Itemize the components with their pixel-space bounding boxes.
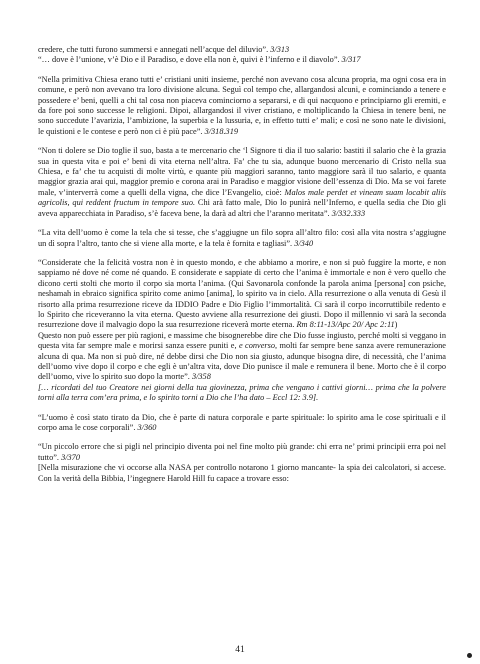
paragraph-1 xyxy=(38,45,446,66)
paragraph-text: credere, che tutti furono summersi e annegati nell’acque del diluvio”. xyxy=(38,45,269,54)
citation: 3/313 xyxy=(270,45,290,54)
paragraph-5 xyxy=(38,258,446,404)
paragraph-text: “Non ti dolere se Dio toglie il suo, basta a te mercenario che ‘l Signore ti dia il tuo salario: bastiti il salario che è la grazia sua in questa vita e poi e’ beni di vita eterna nell’altra. Fa’ che tu sia, adunque buono mercenario di Cristo nella sua Chiesa, e fa’ che tu acquisti di molte virtù, e quante più maggiori saranno, tanto maggiore sarà il tuo salario, e quanta maggior grazia arai qui, maggior premio e corona arai in Paradiso e maggior visione dell’essenza di Dio. Ma se voi farete male, v’interverrà come a quelli della vigna, che dice l’Evangelio, cioè: xyxy=(38,146,446,197)
page-number: 41 xyxy=(235,645,245,655)
paragraph-7 xyxy=(38,442,446,484)
paragraph-text: “La vita dell’uomo è come la tela che si tesse, che s’aggiugne un filo sopra all’altro filo: così alla vita nostra s’aggiugne un dì sopra l’altro, tanto che si viene alla morte, e la tela è fornita e tagliasi”. xyxy=(38,228,446,248)
citation: 3/358 xyxy=(191,372,211,382)
paragraph-text: , molti far sempre bene sanza avere remunerazione alcuna di qua. Ma non si può dire, né debbe dirsi che Dio non sia giusto, adunque bisogna dire, di necessità, che l’anima dell’uomo vive dopo il corpo e che egli è un’altra vita, dove Dio punisce il male e remunera il bene. Morto che è il corpo dell’uomo, vive lo spirito suo dopo la morte”. xyxy=(38,341,446,382)
latin-phrase: e converso xyxy=(238,341,275,351)
bible-quote: [… ricordati del tuo Creatore nei giorni della tua giovinezza, prima che vengano i cattivi giorni… prima che la polvere torni alla terra com’era prima, e lo spirito torni a Dio che l’ha dato – Eccl 12: 3.9]. xyxy=(38,382,446,403)
paragraph-text: Questo non può essere per più ragioni, e massime che bisognerebbe dire che Dio fusse ingiusto, perché molti si veggano in questa vita far sempre male e morirsi sanza essere puniti e, xyxy=(38,330,446,351)
paragraph-text: “Un piccolo errore che si pigli nel principio diventa poi nel fine molto più grande: chi erra ne’ primi principii erra poi nel tutto”. xyxy=(38,442,446,462)
paragraph-text: Chi arà fatto male, Dio lo punirà nell’Inferno, e quella sedia che Dio gli aveva apparecchiata in Paradiso, s’è faceva bene, la darà ad altri che l’aranno meritata”. xyxy=(38,198,446,218)
paragraph-text: ) xyxy=(394,320,398,330)
scripture-reference: Rm 8:11-13/Apc 20/ Apc 2:11 xyxy=(296,320,395,330)
paragraph-text: [Nella misurazione che vi occorse alla NASA per controllo notarono 1 giorno mancante- la spia dei calcolatori, si accese. Con la verità della Bibbia, l’ingegnere Harold Hill fu capace a trovare esso: xyxy=(38,463,446,483)
citation: 3/318.319 xyxy=(204,126,238,136)
citation: 3/332.333 xyxy=(331,208,366,218)
scan-mark xyxy=(467,653,472,658)
paragraph-2 xyxy=(38,75,446,137)
paragraph-text: “Nella primitiva Chiesa erano tutti e’ cristiani uniti insieme, perché non avevano cosa alcuna propria, ma ogni cosa era in comune, e però non avevano tra loro divisione alcuna. Seguì col tempo che, allargandosi alcuni, e cominciando a tenere e possedere e’ beni, quelli a chi tal cosa non piaceva cominciorno a separarsi, e di qui nacquono e principiarno gli eremiti, e da fore poi sono successe le religioni. Dipoi, allargandosi il viver cristiano, e moltiplicando la Chiesa in tenere beni, ne sono succedute l’avarizia, l’ambizione, la superbia e la lussuria, e, in effetto tutti e’ mali; e così ne sono nate le divisioni, le quistioni e le contese e però non ci è più pace”. xyxy=(38,74,446,136)
citation: 3/360 xyxy=(137,423,157,432)
citation: 3/340 xyxy=(294,238,314,248)
paragraph-text: “L’uomo è così stato tirato da Dio, che è parte di natura corporale e parte spirituale: lo spirito ama le cose spirituali e il corpo ama le cose corporali”. xyxy=(38,412,446,432)
paragraph-6 xyxy=(38,413,446,434)
citation: 3/317 xyxy=(341,55,361,65)
paragraph-4 xyxy=(38,228,446,249)
citation: 3/370 xyxy=(61,452,80,462)
paragraph-text: “… dove è l’unione, v’è Dio e il Paradiso, e dove ella non è, quivi è l’inferno e il diavolo”. xyxy=(38,55,340,65)
latin-quote: Malos male perdet et vineam suam locabit aliis agricolis, qui reddent fructum in tempore suo. xyxy=(38,187,447,208)
paragraph-text: “Considerate che la felicità vostra non è in questo mondo, e che abbiamo a morire, e non si può fuggire la morte, e non sappiamo né dove né come né quando. E considerate e sappiate di certo che l’anima è immortale e non è vero quello che dicono certi stolti che morto il corpo sia morta l’anima. (Qui Savonarola confonde la parola anima [persona] con psiche, neshamah in ebraico significa spirito come animo [anima], lo spirito va in cielo. Alla resurrezione o alla venuta di Gesù il risorto alla prima resurrezione riceve da IDDIO Padre e Dio Figlio l’immortalità. Ci sarà il corpo incorruttibile redento e lo Spirito che riceveranno la vita eterna. Questo avviene alla resurrezione dei giusti. Dopo il millennio vi sarà la seconda resurrezione dove il malvagio dopo la sua resurrezione riceverà morte eterna. xyxy=(38,257,446,330)
paragraph-3 xyxy=(38,146,446,219)
body-text xyxy=(38,45,446,484)
